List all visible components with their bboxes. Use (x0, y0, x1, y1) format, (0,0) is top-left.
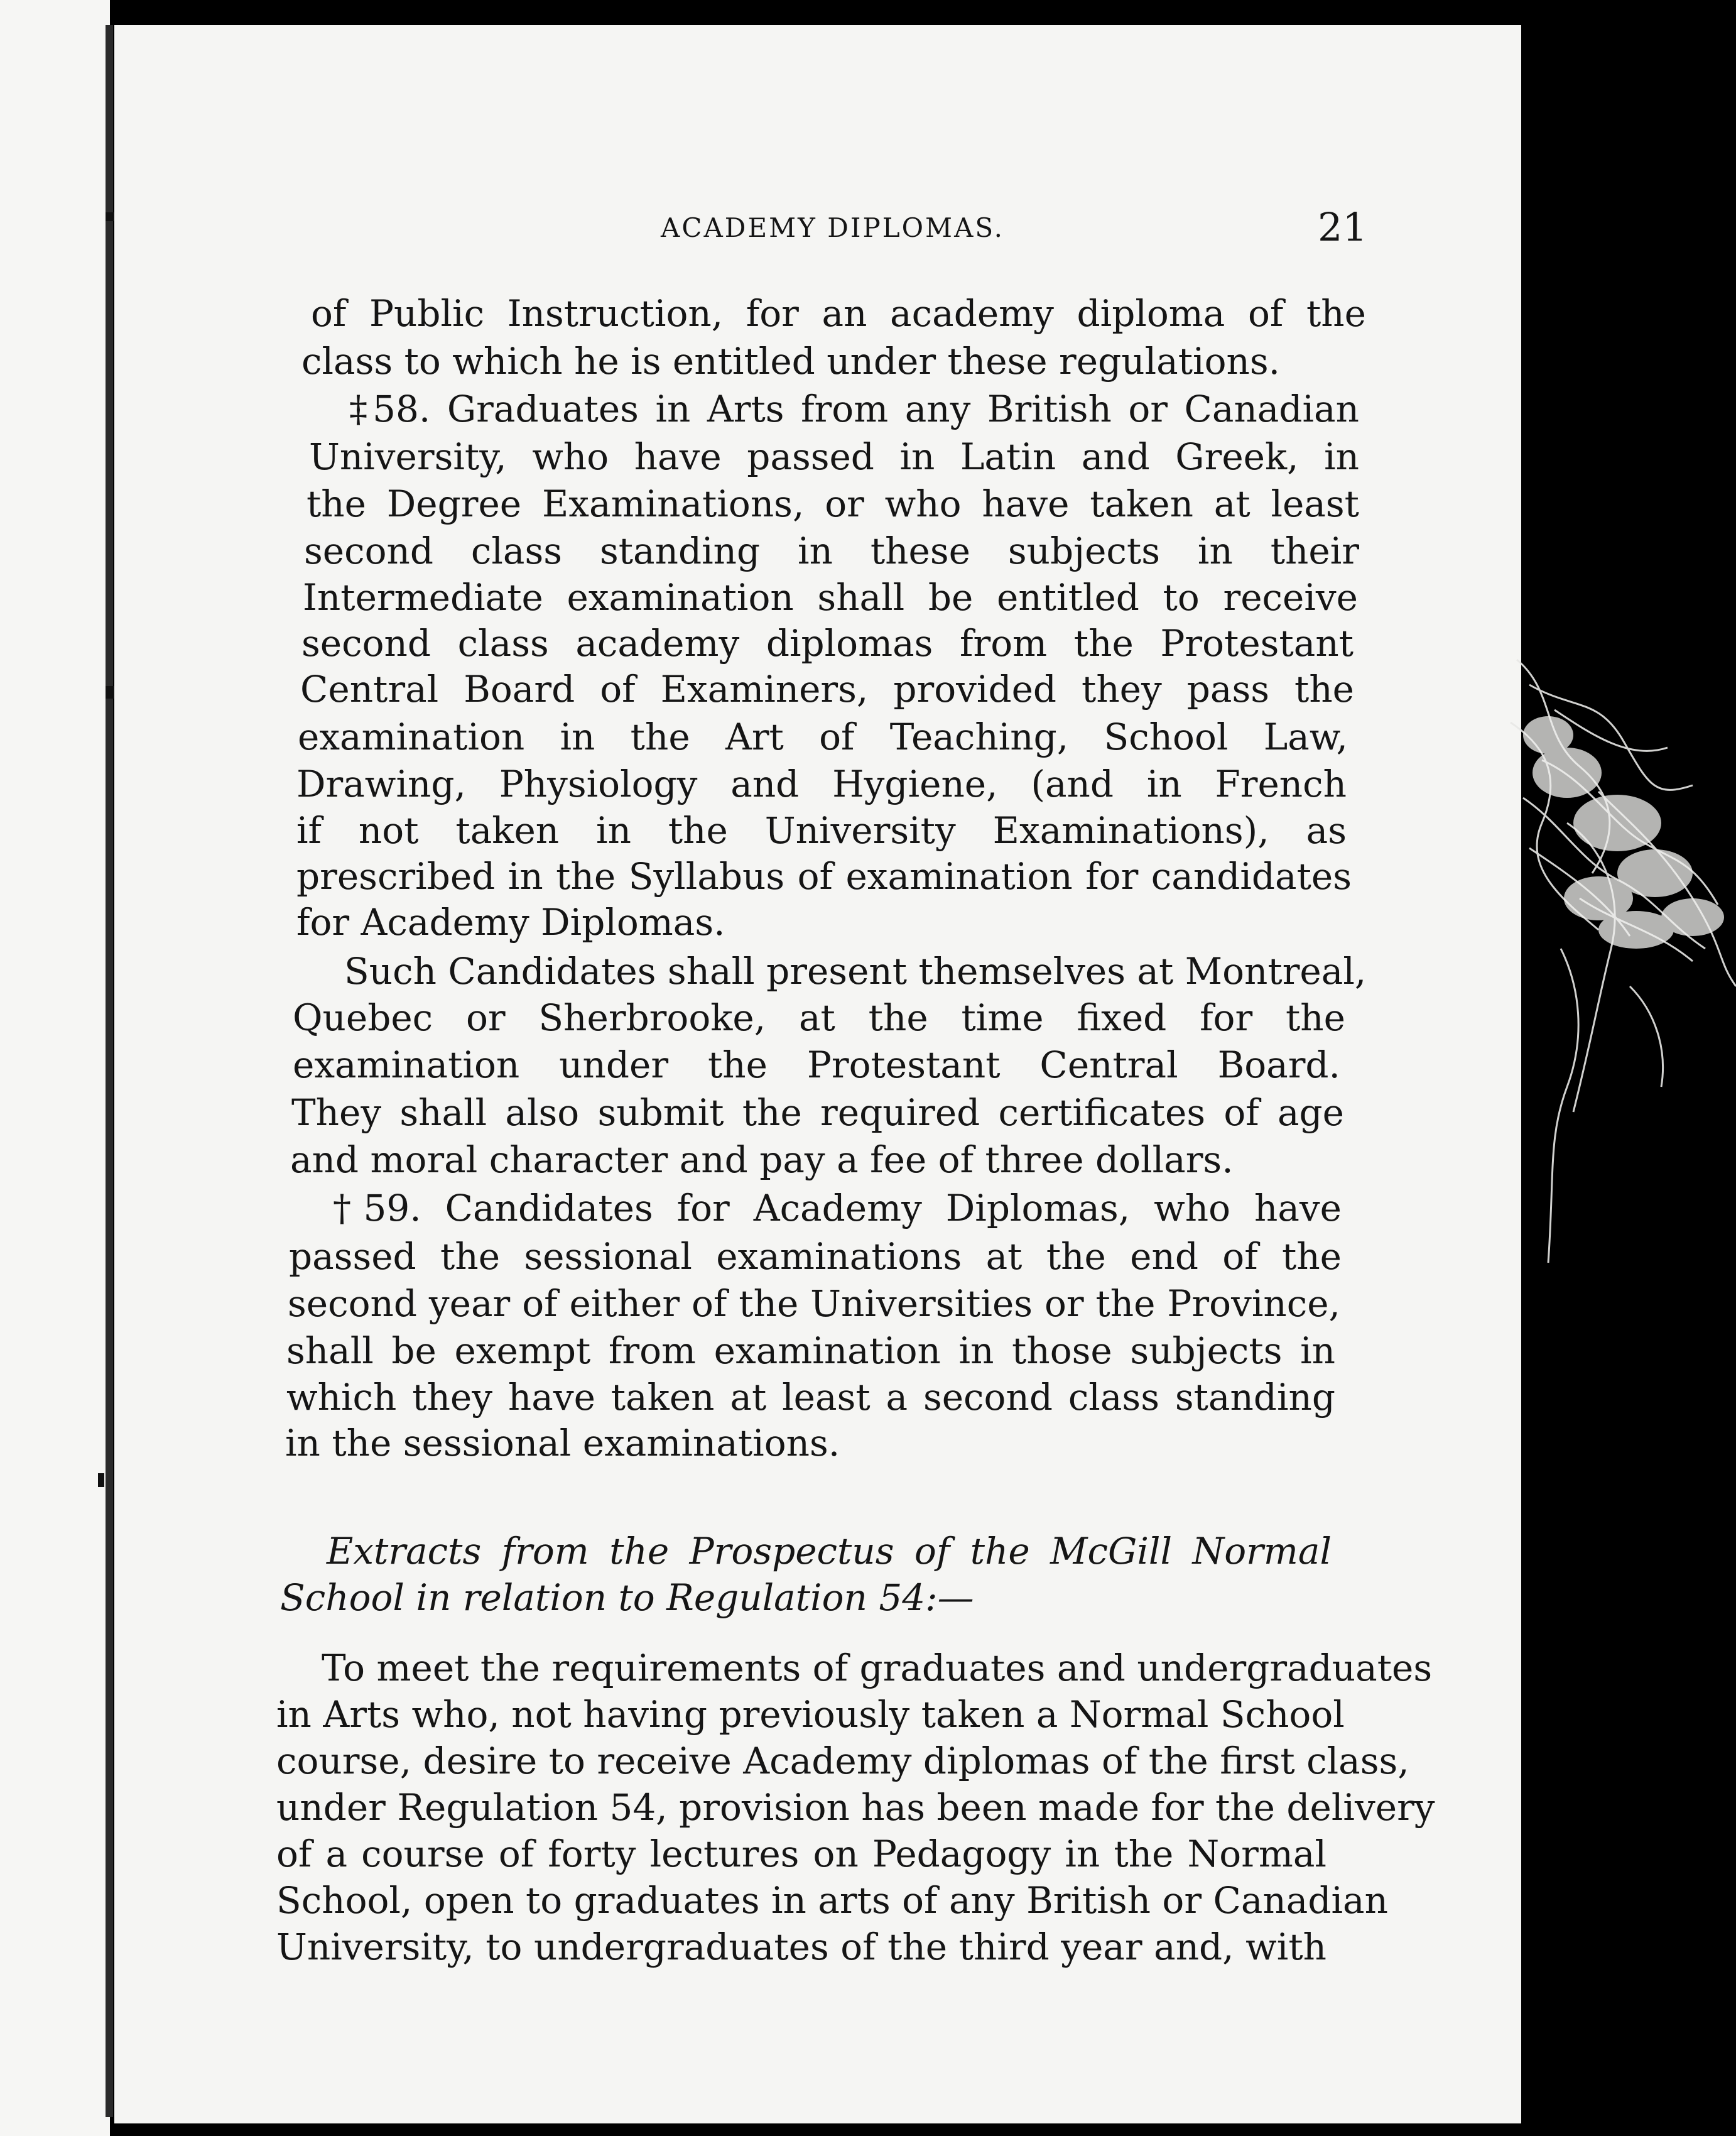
section-59-first-line: †59. Candidates for Academy Diplomas, who have (333, 1187, 1342, 1229)
text-line: Central Board of Examiners, provided they pass the (300, 668, 1354, 711)
text-line: if not taken in the University Examinations), as (296, 809, 1347, 852)
torn-paper-fibres (1504, 635, 1736, 1326)
text-line: Such Candidates shall present themselves at Montreal, (344, 950, 1367, 993)
text-line: Quebec or Sherbrooke, at the time fixed for the (293, 996, 1345, 1039)
text-line: School, open to graduates in arts of any British or Canadian (276, 1879, 1388, 1922)
text-line: in Arts who, not having previously taken a Normal School (276, 1693, 1345, 1736)
extracts-heading-line-2: School in relation to Regulation 54:— (280, 1576, 974, 1619)
text-line: the Degree Examinations, or who have taken at least (307, 482, 1359, 525)
book-gutter (106, 25, 113, 2117)
text-line: second class academy diplomas from the Protestant (301, 622, 1354, 665)
text-line: University, who have passed in Latin and Greek, in (309, 435, 1359, 478)
text-line: which they have taken at least a second class standing (286, 1376, 1335, 1419)
text-line: They shall also submit the required certificates of age (291, 1091, 1344, 1134)
page-number: 21 (1318, 204, 1367, 250)
gutter-mark (106, 686, 114, 699)
text-line: examination in the Art of Teaching, School Law, (298, 716, 1348, 758)
text-line: and moral character and pay a fee of three dollars. (290, 1138, 1234, 1181)
text-line: shall be exempt from examination in those subjects in (286, 1329, 1335, 1372)
text-line: examination under the Protestant Central Board. (293, 1043, 1340, 1086)
gutter-mark (98, 1473, 104, 1487)
text-line: in the sessional examinations. (285, 1422, 840, 1464)
text-line: To meet the requirements of graduates and undergraduates (322, 1647, 1433, 1689)
text-line: second year of either of the Universities or the Province, (288, 1282, 1340, 1325)
text-line: Drawing, Physiology and Hygiene, (and in French (296, 763, 1347, 805)
running-head: ACADEMY DIPLOMAS. (661, 212, 1005, 243)
text-line: Intermediate examination shall be entitled to receive (303, 576, 1358, 619)
text-line: passed the sessional examinations at the end of the (289, 1235, 1342, 1278)
extracts-heading-line-1: Extracts from the Prospectus of the McGill Normal (327, 1530, 1332, 1572)
section-58-first-line: ‡58. Graduates in Arts from any British or Canadian (349, 388, 1359, 430)
text-line: under Regulation 54, provision has been made for the delivery (276, 1786, 1435, 1829)
text-line: second class standing in these subjects in their (304, 530, 1359, 572)
text-line: prescribed in the Syllabus of examination for candidates (296, 855, 1352, 898)
text-line: class to which he is entitled under these regulations. (301, 340, 1281, 383)
facing-page-edge (0, 0, 110, 2136)
text-line: University, to undergraduates of the third year and, with (276, 1926, 1326, 1968)
text-line: for Academy Diplomas. (296, 901, 725, 944)
text-line: of a course of forty lectures on Pedagogy in the Normal (276, 1833, 1326, 1875)
text-line: course, desire to receive Academy diplomas of the first class, (276, 1740, 1409, 1782)
text-line: of Public Instruction, for an academy diploma of the (311, 292, 1366, 335)
